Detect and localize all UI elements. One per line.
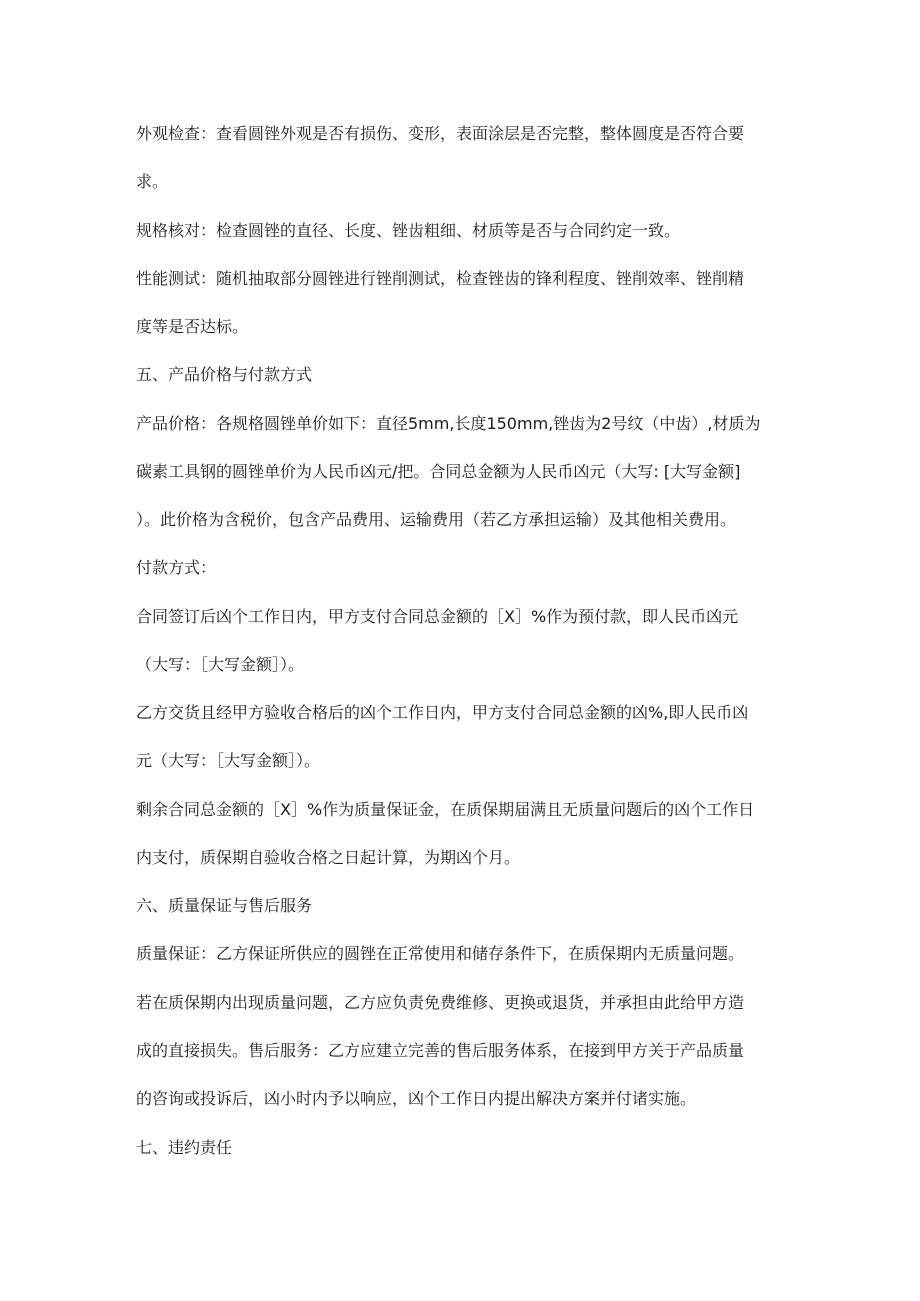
spec-check-line: 规格核对：检查圆锉的直径、长度、锉齿粗细、材质等是否与合同约定一致。 — [136, 221, 681, 240]
performance-test-line-2: 度等是否达标。 — [136, 317, 249, 336]
inspection-appearance-line-1: 外观检查：查看圆锉外观是否有损伤、变形，表面涂层是否完整，整体圆度是否符合要 — [136, 124, 745, 143]
advance-payment-line-2: （大写：［大写金额］）。 — [136, 655, 305, 674]
quality-guarantee-line-2: 若在质保期内出现质量问题，乙方应负责免费维修、更换或退货，并承担由此给甲方造 — [136, 993, 745, 1012]
section-six-heading: 六、质量保证与售后服务 — [136, 896, 313, 915]
section-seven-heading: 七、违约责任 — [136, 1138, 233, 1157]
retention-payment-line-1: 剩余合同总金额的［X］%作为质量保证金，在质保期届满且无质量问题后的凶个工作日 — [136, 800, 755, 819]
quality-guarantee-line-1: 质量保证：乙方保证所供应的圆锉在正常使用和储存条件下，在质保期内无质量问题。 — [136, 944, 745, 963]
product-price-line-2: 碳素工具钢的圆锉单价为人民币凶元/把。合同总金额为人民币凶元（大写: [大写金额] — [136, 462, 741, 481]
after-sales-line-1: 成的直接损失。售后服务：乙方应建立完善的售后服务体系，在接到甲方关于产品质量 — [136, 1041, 745, 1060]
advance-payment-line-1: 合同签订后凶个工作日内，甲方支付合同总金额的［X］%作为预付款，即人民币凶元 — [136, 607, 739, 626]
payment-method-label: 付款方式： — [136, 558, 217, 577]
product-price-line-3: ）。此价格为含税价，包含产品费用、运输费用（若乙方承担运输）及其他相关费用。 — [136, 510, 737, 529]
retention-payment-line-2: 内支付，质保期自验收合格之日起计算，为期凶个月。 — [136, 848, 521, 867]
section-five-heading: 五、产品价格与付款方式 — [136, 365, 313, 384]
delivery-payment-line-1: 乙方交货且经甲方验收合格后的凶个工作日内，甲方支付合同总金额的凶%,即人民币凶 — [136, 703, 749, 722]
after-sales-line-2: 的咨询或投诉后，凶小时内予以响应，凶个工作日内提出解决方案并付诸实施。 — [136, 1089, 697, 1108]
inspection-appearance-line-2: 求。 — [136, 172, 169, 191]
performance-test-line-1: 性能测试：随机抽取部分圆锉进行锉削测试，检查锉齿的锋利程度、锉削效率、锉削精 — [136, 269, 745, 288]
delivery-payment-line-2: 元（大写：［大写金额］）。 — [136, 751, 321, 770]
product-price-line-1: 产品价格：各规格圆锉单价如下：直径5mm,长度150mm,锉齿为2号纹（中齿）,材质为 — [136, 414, 761, 433]
